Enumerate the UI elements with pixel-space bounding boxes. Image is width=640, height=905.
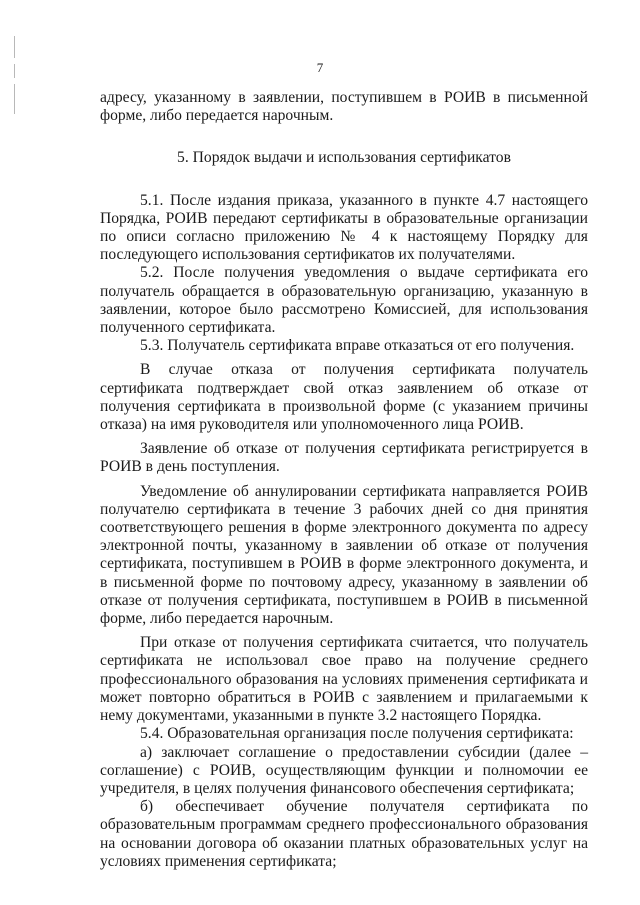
paragraph-refusal: В случае отказа от получения сертификата получатель сертификата подтверждает свой отказ заявлением об отказе от получения сертификата в произвольной форме (с указанием причины отказа) на имя руководителя или уполномоченного лица РОИВ. [100,361,588,434]
paragraph-5-4: 5.4. Образовательная организация после получения сертификата: [140,725,574,743]
paragraph-notification: Уведомление об аннулировании сертификата направляется РОИВ получателю сертификата в течение 3 рабочих дней со дня принятия соответствующего решения в форме электронного документа по адресу электронной почты, указанному в заявлении об отказе от получения сертификата, поступившем в РОИВ в форме электронного документа, и в письменной форме по почтовому адресу, указанному в заявлении об отказе от получения сертификата, поступившем в РОИВ в письменной форме, либо передается нарочным. [100,482,588,628]
paragraph-5-4-a: а) заключает соглашение о предоставлении субсидии (далее – соглашение) с РОИВ, осуществляющим функции и полномочии ее учредителя, в целях получения финансового обеспечения сертификата; [100,743,588,797]
scan-edge-mark [14,36,15,58]
section-heading: 5. Порядок выдачи и использования сертификатов [177,149,511,167]
document-body [100,89,588,871]
paragraph-repeat-application: При отказе от получения сертификата считается, что получатель сертификата не использовал свое право на получение среднего профессионального образования на условиях применения сертификата и может повторно обратиться в РОИВ с заявлением и прилагаемыми к нему документами, указанными в пункте 3.2 настоящего Порядка. [100,634,588,725]
paragraph-5-3: 5.3. Получатель сертификата вправе отказаться от его получения. [140,337,575,355]
paragraph-registration: Заявление об отказе от получения сертификата регистрируется в РОИВ в день поступления. [100,440,588,476]
intro-paragraph: адресу, указанному в заявлении, поступившем в РОИВ в письменной форме, либо передается нарочным. [100,89,588,125]
paragraph-5-1: 5.1. После издания приказа, указанного в пункте 4.7 настоящего Порядка, РОИВ передают сертификаты в образовательные организации по описи согласно приложению № 4 к настоящему Порядку для последующего использования сертификатов их получателями. [100,191,588,264]
scan-edge-mark [14,84,15,114]
paragraph-5-2: 5.2. После получения уведомления о выдаче сертификата его получатель обращается в образовательную организацию, указанную в заявлении, которое было рассмотрено Комиссией, для использования полученного сертификата. [100,264,588,337]
page-number: 7 [316,60,324,75]
paragraph-5-4-b: б) обеспечивает обучение получателя сертификата по образовательным программам среднего профессионального образования на основании договора об оказании платных образовательных услуг на условиях применения сертификата; [100,798,588,870]
